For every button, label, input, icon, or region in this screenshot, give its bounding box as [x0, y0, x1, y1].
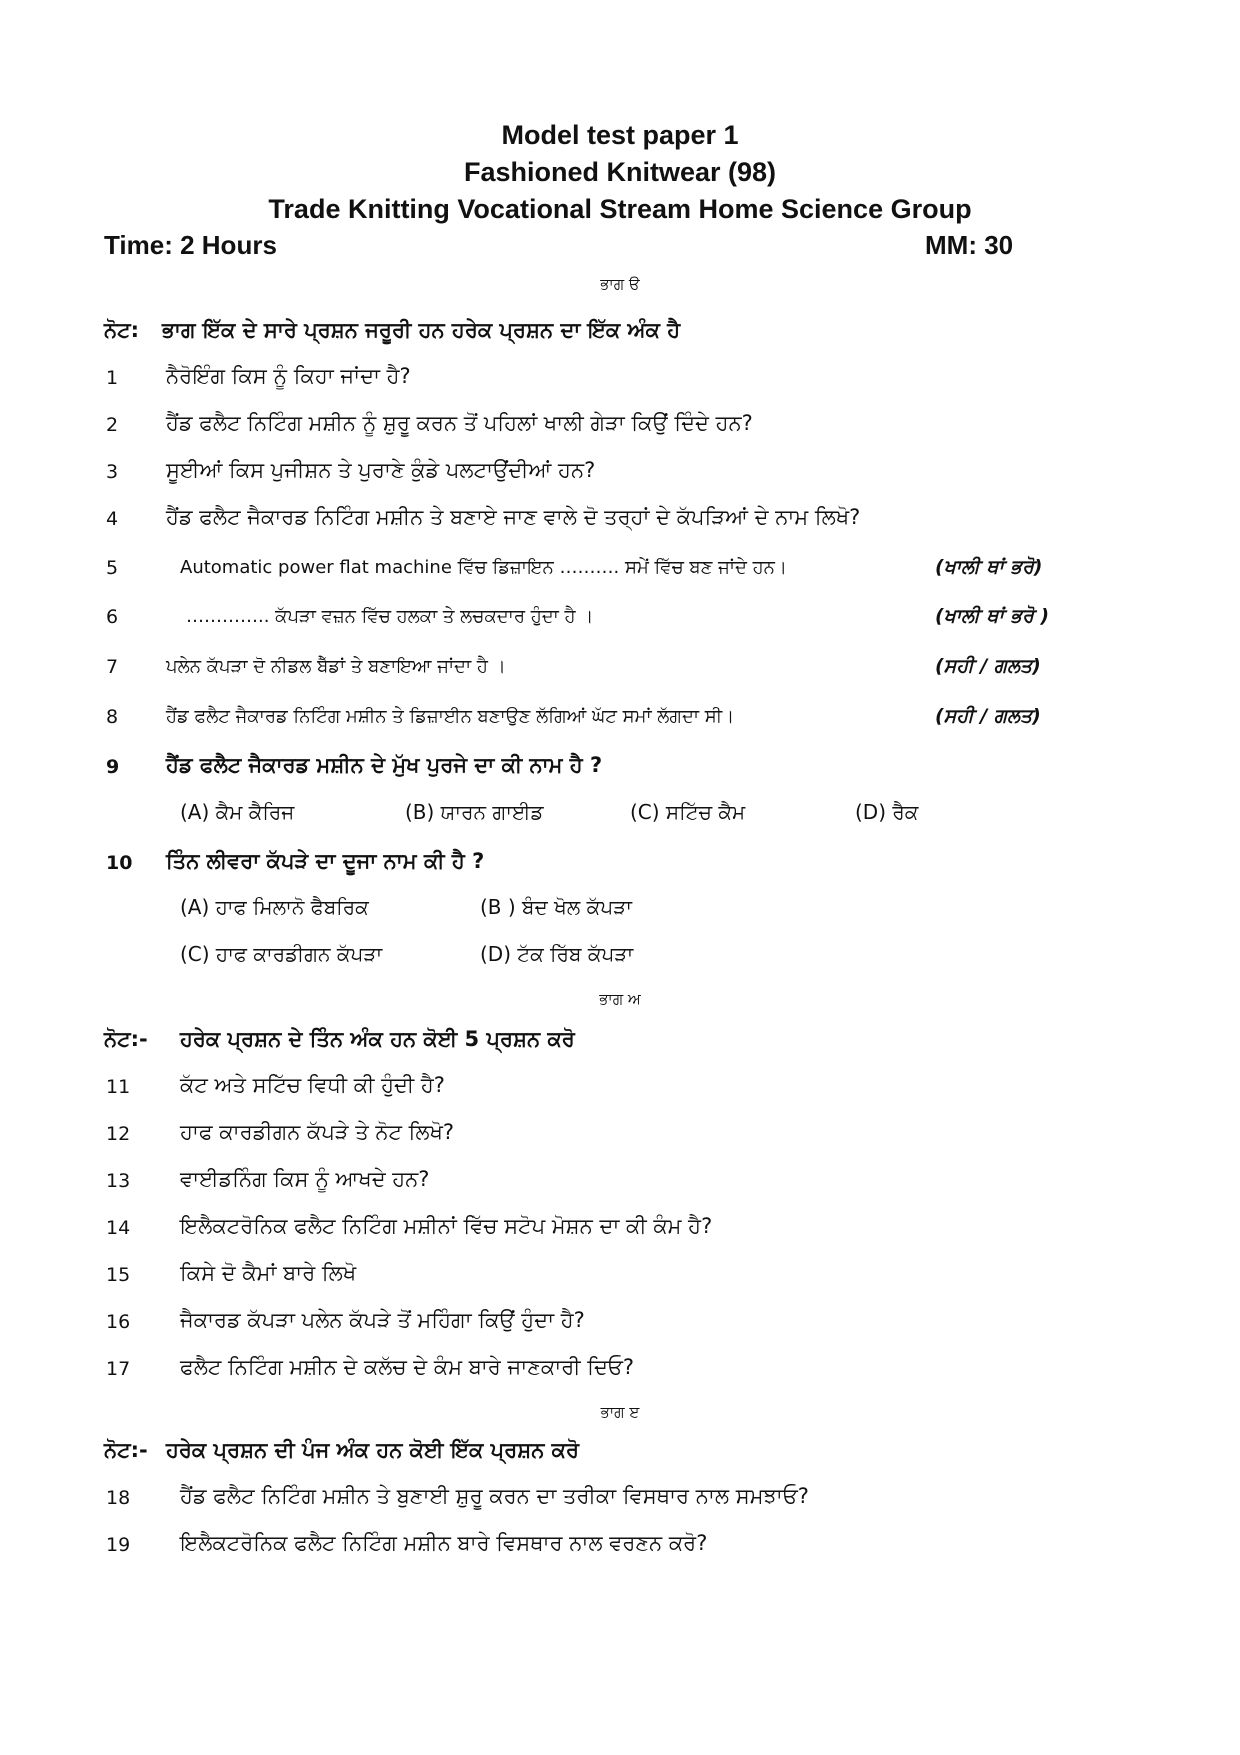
- question-text: ਇਲੈਕਟਰੋਨਿਕ ਫਲੈਟ ਨਿਟਿੰਗ ਮਸ਼ੀਨਾਂ ਵਿੱਚ ਸਟੋਪ ਮੋਸ਼ਨ ਦਾ ਕੀ ਕੰਮ ਹੈ?: [180, 1214, 713, 1238]
- question-number: 13: [106, 1170, 131, 1192]
- question-number: 7: [106, 656, 119, 678]
- option-b: (B) ਯਾਰਨ ਗਾਈਡ: [405, 800, 544, 824]
- note-label-part-1: ਨੋਟ:: [104, 318, 139, 342]
- option-a: (A) ਹਾਫ ਮਿਲਾਨੋ ਫੈਬਰਿਕ: [180, 895, 369, 919]
- paper-subject: Fashioned Knitwear (98): [463, 157, 777, 187]
- question-text: ਹੈਂਡ ਫਲੈਟ ਜੈਕਾਰਡ ਮਸ਼ੀਨ ਦੇ ਮੁੱਖ ਪੁਰਜੇ ਦਾ ਕੀ ਨਾਮ ਹੈ ?: [166, 753, 603, 777]
- answer-type-tag: (ਸਹੀ / ਗਲਤ): [935, 655, 1041, 677]
- question-text: ਹਾਫ ਕਾਰਡੀਗਨ ਕੱਪੜੇ ਤੇ ਨੋਟ ਲਿਖੋ?: [180, 1120, 455, 1144]
- question-number: 15: [106, 1264, 131, 1286]
- option-a: (A) ਕੈਮ ਕੈਰਿਜ: [180, 800, 295, 824]
- question-text: ਫਲੈਟ ਨਿਟਿੰਗ ਮਸ਼ੀਨ ਦੇ ਕਲੱਚ ਦੇ ਕੰਮ ਬਾਰੇ ਜਾਣਕਾਰੀ ਦਿਓ?: [180, 1355, 635, 1379]
- option-d: (D) ਰੈਕ: [855, 800, 919, 824]
- option-d: (D) ਟੱਕ ਰਿੱਬ ਕੱਪੜਾ: [480, 942, 634, 966]
- question-text: ਕਿਸੇ ਦੋ ਕੈਮਾਂ ਬਾਰੇ ਲਿਖੋ: [180, 1261, 357, 1285]
- paper-stream: Trade Knitting Vocational Stream Home Science Group: [268, 194, 972, 224]
- question-number: 12: [106, 1123, 131, 1145]
- question-text: ਹੈਂਡ ਫਲੈਟ ਜੈਕਾਰਡ ਨਿਟਿੰਗ ਮਸ਼ੀਨ ਤੇ ਬਣਾਏ ਜਾਣ ਵਾਲੇ ਦੋ ਤਰ੍ਹਾਂ ਦੇ ਕੱਪੜਿਆਂ ਦੇ ਨਾਮ ਲਿਖੋ?: [166, 505, 861, 529]
- answer-type-tag: (ਸਹੀ / ਗਲਤ): [935, 705, 1041, 727]
- question-text: ਤਿੰਨ ਲੀਵਰਾ ਕੱਪੜੇ ਦਾ ਦੂਜਾ ਨਾਮ ਕੀ ਹੈ ?: [166, 849, 485, 873]
- question-number: 4: [106, 508, 119, 530]
- question-number: 10: [106, 852, 133, 874]
- question-number: 6: [106, 606, 119, 628]
- question-text: ਸੂਈਆਂ ਕਿਸ ਪੁਜੀਸ਼ਨ ਤੇ ਪੁਰਾਣੇ ਕੁੰਡੇ ਪਲਟਾਉਂਦੀਆਂ ਹਨ?: [166, 458, 596, 482]
- answer-type-tag: (ਖਾਲੀ ਥਾਂ ਭਰੋ ): [935, 605, 1050, 627]
- question-number: 3: [106, 461, 119, 483]
- question-number: 9: [106, 756, 120, 778]
- question-text: ਵਾਈਡਨਿੰਗ ਕਿਸ ਨੂੰ ਆਖਦੇ ਹਨ?: [180, 1167, 430, 1191]
- note-label-part-2: ਨੋਟ:-: [104, 1027, 148, 1051]
- question-text: Automatic power flat machine ਵਿੱਚ ਡਿਜ਼ਾਇਨ ………. ਸਮੇਂ ਵਿੱਚ ਬਣ ਜਾਂਦੇ ਹਨ।: [180, 557, 788, 578]
- question-number: 11: [106, 1076, 131, 1098]
- note-text-part-1: ਭਾਗ ਇੱਕ ਦੇ ਸਾਰੇ ਪ੍ਰਸ਼ਨ ਜਰੂਰੀ ਹਨ ਹਰੇਕ ਪ੍ਰਸ਼ਨ ਦਾ ਇੱਕ ਅੰਕ ਹੈ: [162, 318, 681, 342]
- question-number: 2: [106, 414, 119, 436]
- question-text: ਨੈਰੋਇੰਗ ਕਿਸ ਨੂੰ ਕਿਹਾ ਜਾਂਦਾ ਹੈ?: [166, 364, 411, 388]
- question-text: ਇਲੈਕਟਰੋਨਿਕ ਫਲੈਟ ਨਿਟਿੰਗ ਮਸ਼ੀਨ ਬਾਰੇ ਵਿਸਥਾਰ ਨਾਲ ਵਰਣਨ ਕਰੋ?: [180, 1531, 708, 1555]
- section-heading-part-3: ਭਾਗ ੲ: [600, 1403, 640, 1421]
- question-number: 5: [106, 557, 119, 579]
- question-text: ਹੈਂਡ ਫਲੈਟ ਨਿਟਿੰਗ ਮਸ਼ੀਨ ਤੇ ਬੁਣਾਈ ਸ਼ੁਰੂ ਕਰਨ ਦਾ ਤਰੀਕਾ ਵਿਸਥਾਰ ਨਾਲ ਸਮਝਾਓ?: [180, 1484, 809, 1508]
- question-number: 8: [106, 706, 119, 728]
- paper-title: Model test paper 1: [501, 120, 739, 150]
- question-number: 14: [106, 1217, 131, 1239]
- question-text: ਜੈਕਾਰਡ ਕੱਪੜਾ ਪਲੇਨ ਕੱਪੜੇ ਤੋਂ ਮਹਿੰਗਾ ਕਿਉਂ ਹੁੰਦਾ ਹੈ?: [180, 1308, 585, 1332]
- note-text-part-2: ਹਰੇਕ ਪ੍ਰਸ਼ਨ ਦੇ ਤਿੰਨ ਅੰਕ ਹਨ ਕੋਈ 5 ਪ੍ਰਸ਼ਨ ਕਰੋ: [180, 1027, 575, 1051]
- option-c: (C) ਸਟਿੱਚ ਕੈਮ: [630, 800, 746, 824]
- question-text: ਕੱਟ ਅਤੇ ਸਟਿੱਚ ਵਿਧੀ ਕੀ ਹੁੰਦੀ ਹੈ?: [180, 1073, 445, 1097]
- option-b: (B ) ਬੰਦ ਖੋਲ ਕੱਪੜਾ: [480, 895, 632, 919]
- time-label: Time: 2 Hours: [104, 230, 277, 260]
- question-text: ਹੈਂਡ ਫਲੈਟ ਨਿਟਿੰਗ ਮਸ਼ੀਨ ਨੂੰ ਸ਼ੁਰੂ ਕਰਨ ਤੋਂ ਪਹਿਲਾਂ ਖਾਲੀ ਗੇੜਾ ਕਿਉਂ ਦਿੰਦੇ ਹਨ?: [166, 411, 753, 435]
- question-number: 16: [106, 1311, 131, 1333]
- answer-type-tag: (ਖਾਲੀ ਥਾਂ ਭਰੋ): [935, 556, 1043, 578]
- question-number: 17: [106, 1358, 131, 1380]
- question-number: 18: [106, 1487, 131, 1509]
- question-number: 19: [106, 1534, 131, 1556]
- section-heading-part-1: ਭਾਗ ੳ: [600, 275, 640, 293]
- max-marks-label: MM: 30: [925, 230, 1014, 260]
- question-text: ਪਲੇਨ ਕੱਪੜਾ ਦੋ ਨੀਡਲ ਬੈੱਡਾਂ ਤੇ ਬਣਾਇਆ ਜਾਂਦਾ ਹੈ ।: [166, 656, 506, 677]
- note-label-part-3: ਨੋਟ:-: [104, 1438, 148, 1462]
- question-text: ਹੈਂਡ ਫਲੈਟ ਜੈਕਾਰਡ ਨਿਟਿੰਗ ਮਸ਼ੀਨ ਤੇ ਡਿਜ਼ਾਈਨ ਬਣਾਉਣ ਲੱਗਿਆਂ ਘੱਟ ਸਮਾਂ ਲੱਗਦਾ ਸੀ।: [166, 706, 735, 727]
- question-text: ………….. ਕੱਪੜਾ ਵਜ਼ਨ ਵਿੱਚ ਹਲਕਾ ਤੇ ਲਚਕਦਾਰ ਹੁੰਦਾ ਹੈ ।: [186, 606, 594, 627]
- section-heading-part-2: ਭਾਗ ਅ: [599, 990, 641, 1008]
- question-number: 1: [106, 367, 119, 389]
- note-text-part-3: ਹਰੇਕ ਪ੍ਰਸ਼ਨ ਦੀ ਪੰਜ ਅੰਕ ਹਨ ਕੋਈ ਇੱਕ ਪ੍ਰਸ਼ਨ ਕਰੋ: [166, 1438, 579, 1462]
- option-c: (C) ਹਾਫ ਕਾਰਡੀਗਨ ਕੱਪੜਾ: [180, 942, 383, 966]
